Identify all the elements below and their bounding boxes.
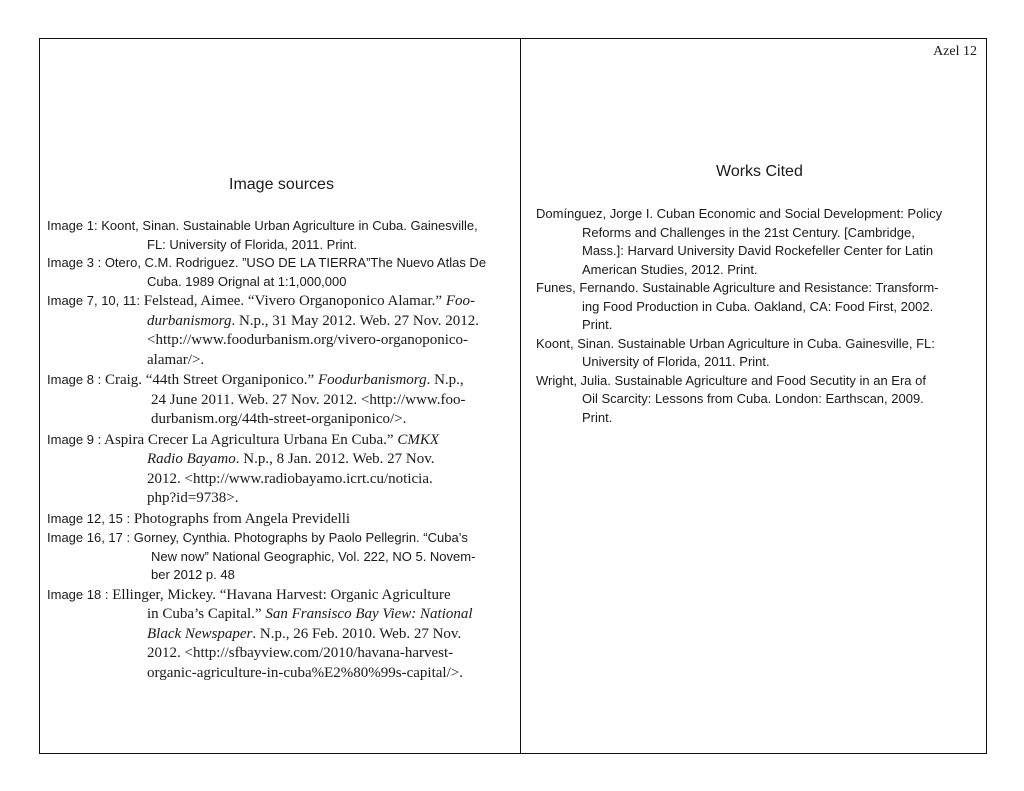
entry-line: organic-agriculture-in-cuba%E2%80%99s-capital/>. [147, 664, 463, 681]
works-cited-heading: Works Cited [716, 163, 803, 180]
entry-label: Image 1: [47, 218, 98, 233]
entry-line: Image 1: Koont, Sinan. Sustainable Urban Agriculture in Cuba. Gainesville, [47, 218, 478, 233]
works-cited-list [536, 205, 986, 427]
entry-line: Image 8 : Craig. “44th Street Organiponico.” Foodurbanismorg. N.p., [47, 372, 464, 388]
image-source-entry [47, 254, 517, 291]
entry-line: Mass.]: Harvard University David Rockefeller Center for Latin [582, 243, 934, 258]
entry-line: Black Newspaper. N.p., 26 Feb. 2010. Web. 27 Nov. [147, 625, 462, 642]
entry-line: Wright, Julia. Sustainable Agriculture and Food Secutity in an Era of [536, 372, 926, 388]
entry-label: Image 16, 17 : [47, 530, 131, 545]
entry-label: Image 7, 10, 11: [47, 293, 140, 308]
entry-line: Image 16, 17 : Gorney, Cynthia. Photographs by Paolo Pellegrin. “Cuba’s [47, 530, 468, 545]
image-source-entry [47, 370, 517, 430]
entry-line: Image 12, 15 : Photographs from Angela Previdelli [47, 510, 351, 527]
page-number: Azel 12 [933, 44, 977, 59]
entry-line: 2012. <http://sfbayview.com/2010/havana-harvest- [147, 645, 454, 661]
entry-line: ing Food Production in Cuba. Oakland, CA: Food First, 2002. [582, 298, 934, 314]
entry-line: Image 3 : Otero, C.M. Rodriguez. ”USO DE LA TIERRA”The Nuevo Atlas De [47, 255, 487, 270]
entry-line: Domínguez, Jorge I. Cuban Economic and Social Development: Policy [536, 206, 943, 221]
image-sources-list [47, 217, 517, 683]
entry-line: Print. [582, 317, 613, 332]
image-sources-heading: Image sources [229, 176, 334, 193]
image-source-entry [47, 291, 517, 370]
entry-line: php?id=9738>. [147, 490, 239, 506]
entry-line: Funes, Fernando. Sustainable Agriculture and Resistance: Transform- [536, 280, 939, 295]
entry-line: University of Florida, 2011. Print. [582, 354, 770, 369]
entry-label: Image 8 : [47, 372, 102, 387]
entry-line: Cuba. 1989 Orignal at 1:1,000,000 [147, 273, 347, 289]
entry-line: durbanismorg. N.p., 31 May 2012. Web. 27 Nov. 2012. [147, 312, 479, 329]
image-source-entry [47, 509, 517, 530]
image-source-entry [47, 217, 517, 254]
entry-label: Image 12, 15 : [47, 510, 131, 526]
entry-line: Print. [582, 409, 613, 425]
entry-line: Image 7, 10, 11: Felstead, Aimee. “Vivero Organoponico Alamar.” Foo- [47, 293, 475, 309]
entry-label: Image 3 : [47, 255, 102, 270]
image-source-entry [47, 585, 517, 684]
image-source-entry [47, 529, 517, 585]
entry-line: Image 18 : Ellinger, Mickey. “Havana Harvest: Organic Agriculture [47, 586, 451, 603]
entry-line: Reforms and Challenges in the 21st Century. [Cambridge, [582, 224, 915, 240]
works-cited-entry [536, 372, 986, 428]
works-cited-entry [536, 279, 986, 335]
entry-line: <http://www.foodurbanism.org/vivero-organoponico- [147, 332, 469, 348]
entry-label: Image 18 : [47, 586, 109, 602]
entry-line: in Cuba’s Capital.” San Fransisco Bay View: National [147, 606, 473, 622]
entry-line: 24 June 2011. Web. 27 Nov. 2012. <http://www.foo- [151, 391, 466, 408]
entry-line: alamar/>. [147, 351, 205, 368]
entry-line: Koont, Sinan. Sustainable Urban Agriculture in Cuba. Gainesville, FL: [536, 335, 935, 351]
works-cited-entry [536, 205, 986, 279]
right-page [520, 38, 987, 754]
entry-line: FL: University of Florida, 2011. Print. [147, 236, 358, 252]
works-cited-entry [536, 335, 986, 372]
entry-line: Image 9 : Aspira Crecer La Agricultura Urbana En Cuba.” CMKX [47, 431, 440, 448]
entry-line: Radio Bayamo. N.p., 8 Jan. 2012. Web. 27 Nov. [147, 451, 435, 467]
entry-line: durbanism.org/44th-street-organiponico/>. [151, 411, 407, 427]
entry-line: American Studies, 2012. Print. [582, 261, 758, 277]
entry-label: Image 9 : [47, 431, 102, 447]
image-source-entry [47, 430, 517, 509]
entry-line: Oil Scarcity: Lessons from Cuba. London: Earthscan, 2009. [582, 391, 924, 406]
left-page [39, 38, 522, 754]
entry-line: New now” National Geographic, Vol. 222, NO 5. Novem- [151, 548, 476, 564]
entry-line: 2012. <http://www.radiobayamo.icrt.cu/noticia. [147, 470, 433, 487]
entry-line: ber 2012 p. 48 [151, 567, 235, 582]
